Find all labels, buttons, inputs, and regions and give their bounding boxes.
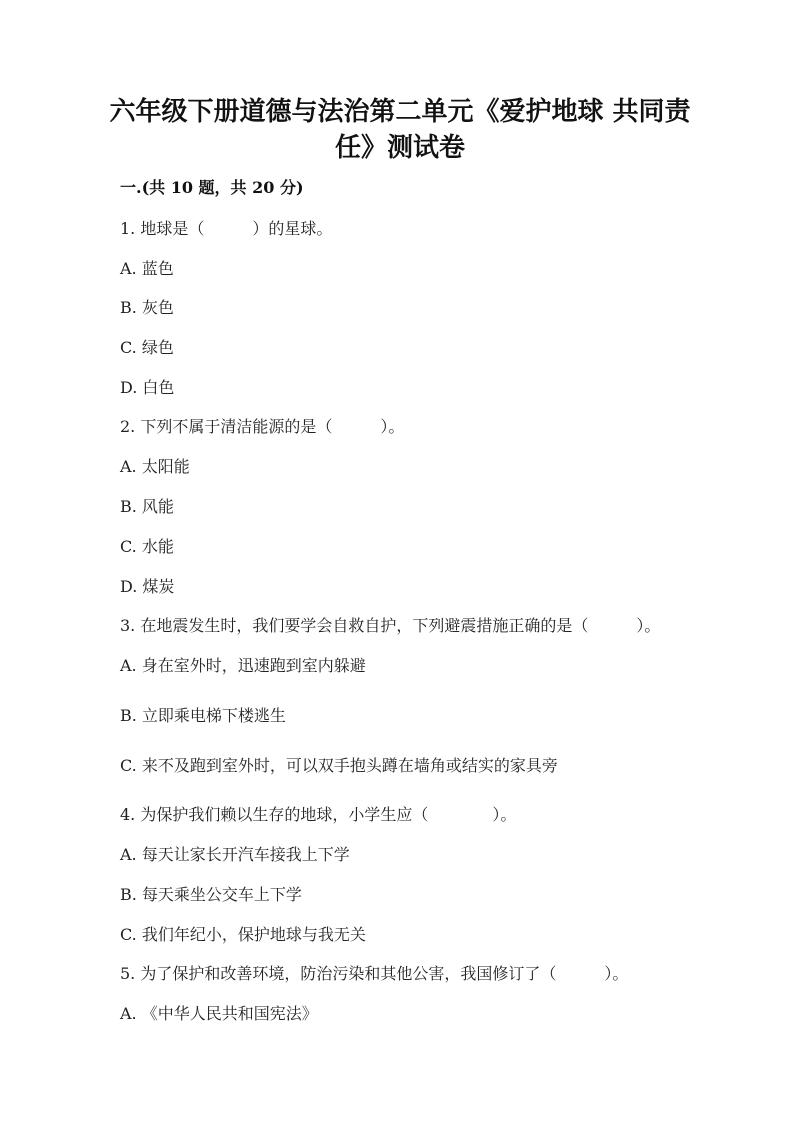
question-2-option-d: D. 煤炭 bbox=[120, 577, 175, 596]
question-2-option-a: A. 太阳能 bbox=[120, 457, 190, 476]
question-5-stem: 5. 为了保护和改善环境，防治污染和其他公害，我国修订了（ ）。 bbox=[120, 964, 629, 983]
question-4-option-b: B. 每天乘坐公交车上下学 bbox=[120, 885, 302, 904]
question-2-option-b: B. 风能 bbox=[120, 497, 174, 516]
question-2-stem: 2. 下列不属于清洁能源的是（ ）。 bbox=[120, 417, 405, 436]
section-heading: 一.(共 10 题，共 20 分) bbox=[120, 178, 304, 197]
question-3-option-b: B. 立即乘电梯下楼逃生 bbox=[120, 706, 286, 725]
question-3-stem: 3. 在地震发生时，我们要学会自救自护，下列避震措施正确的是（ ）。 bbox=[120, 616, 661, 635]
question-4-option-a: A. 每天让家长开汽车接我上下学 bbox=[120, 845, 350, 864]
page-title bbox=[100, 94, 700, 166]
question-4-option-c: C. 我们年纪小，保护地球与我无关 bbox=[120, 925, 366, 944]
question-1-option-b: B. 灰色 bbox=[120, 298, 174, 317]
question-1-option-d: D. 白色 bbox=[120, 378, 175, 397]
question-3-option-a: A. 身在室外时，迅速跑到室内躲避 bbox=[120, 656, 366, 675]
question-1-option-c: C. 绿色 bbox=[120, 338, 174, 357]
question-2-option-c: C. 水能 bbox=[120, 537, 174, 556]
question-5-option-a: A. 《中华人民共和国宪法》 bbox=[120, 1004, 318, 1023]
question-4-stem: 4. 为保护我们赖以生存的地球，小学生应（ ）。 bbox=[120, 805, 517, 824]
question-1-option-a: A. 蓝色 bbox=[120, 259, 174, 278]
question-3-option-c: C. 来不及跑到室外时，可以双手抱头蹲在墙角或结实的家具旁 bbox=[120, 756, 558, 775]
title-line-2: 任》测试卷 bbox=[334, 133, 465, 163]
question-1-stem: 1. 地球是（ ）的星球。 bbox=[120, 219, 333, 238]
title-line-1: 六年级下册道德与法治第二单元《爱护地球 共同责 bbox=[109, 97, 691, 127]
